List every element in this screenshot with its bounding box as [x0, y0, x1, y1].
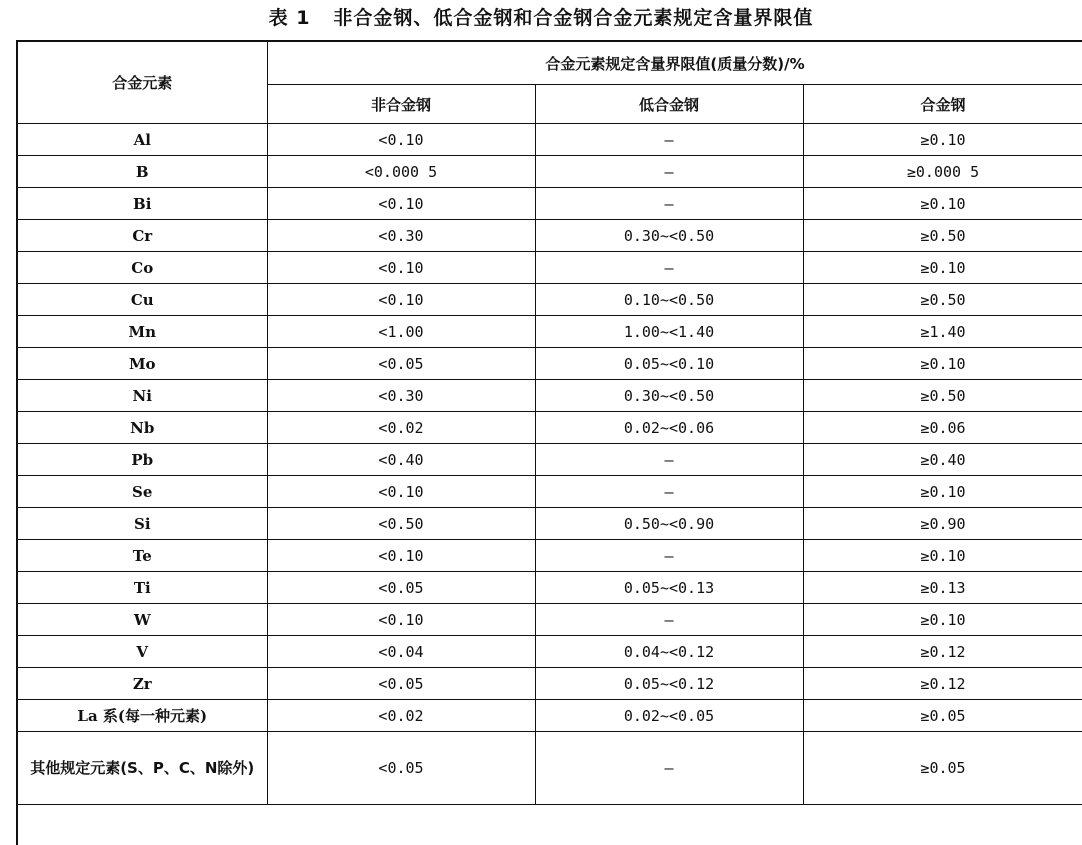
- table-row: [17, 668, 1082, 700]
- non-alloy-cell: <1.00: [267, 316, 535, 348]
- non-alloy-cell: <0.10: [267, 124, 535, 156]
- table-row: [17, 124, 1082, 156]
- non-alloy-cell: <0.05: [267, 668, 535, 700]
- footnote-cell: [17, 805, 1082, 845]
- alloy-cell: ≥0.10: [803, 604, 1082, 636]
- low-alloy-cell: 0.10~<0.50: [535, 284, 803, 316]
- non-alloy-cell: <0.10: [267, 540, 535, 572]
- low-alloy-cell: —: [535, 444, 803, 476]
- alloy-cell: ≥0.13: [803, 572, 1082, 604]
- element-cell: Cr: [17, 220, 267, 252]
- low-alloy-cell: —: [535, 124, 803, 156]
- table-row: [17, 700, 1082, 732]
- table-row: [17, 348, 1082, 380]
- alloy-cell: ≥0.50: [803, 284, 1082, 316]
- element-cell: Ti: [17, 572, 267, 604]
- low-alloy-cell: 0.05~<0.12: [535, 668, 803, 700]
- non-alloy-cell: <0.10: [267, 188, 535, 220]
- non-alloy-cell: <0.10: [267, 476, 535, 508]
- non-alloy-cell: <0.30: [267, 380, 535, 412]
- low-alloy-cell: 1.00~<1.40: [535, 316, 803, 348]
- low-alloy-cell: 0.05~<0.13: [535, 572, 803, 604]
- non-alloy-cell: <0.05: [267, 732, 535, 805]
- alloy-cell: ≥0.05: [803, 732, 1082, 805]
- low-alloy-cell: —: [535, 156, 803, 188]
- alloy-cell: ≥0.50: [803, 380, 1082, 412]
- table-row: [17, 156, 1082, 188]
- table-row: [17, 412, 1082, 444]
- non-alloy-cell: <0.05: [267, 348, 535, 380]
- alloy-cell: ≥0.10: [803, 252, 1082, 284]
- low-alloy-cell: —: [535, 540, 803, 572]
- non-alloy-cell: <0.02: [267, 700, 535, 732]
- non-alloy-cell: <0.40: [267, 444, 535, 476]
- alloy-cell: ≥0.50: [803, 220, 1082, 252]
- element-cell: B: [17, 156, 267, 188]
- element-cell: Se: [17, 476, 267, 508]
- alloy-limits-table: [16, 40, 1082, 845]
- low-alloy-cell: —: [535, 188, 803, 220]
- element-cell: Zr: [17, 668, 267, 700]
- table-footnote-row: [17, 805, 1082, 845]
- table-title: 表 1 非合金钢、低合金钢和合金钢合金元素规定含量界限值: [0, 4, 1082, 32]
- table-row: [17, 252, 1082, 284]
- header-low-alloy-steel: 低合金钢: [535, 85, 803, 124]
- table-row: [17, 220, 1082, 252]
- low-alloy-cell: 0.30~<0.50: [535, 220, 803, 252]
- non-alloy-cell: <0.30: [267, 220, 535, 252]
- header-alloy-steel: 合金钢: [803, 85, 1082, 124]
- alloy-cell: ≥0.06: [803, 412, 1082, 444]
- table-row: [17, 636, 1082, 668]
- alloy-cell: ≥0.05: [803, 700, 1082, 732]
- table-row: [17, 476, 1082, 508]
- element-cell: Pb: [17, 444, 267, 476]
- table-row: [17, 508, 1082, 540]
- element-cell: Mo: [17, 348, 267, 380]
- low-alloy-cell: —: [535, 476, 803, 508]
- alloy-cell: ≥0.40: [803, 444, 1082, 476]
- header-limit-values: 合金元素规定含量界限值(质量分数)/%: [267, 41, 1082, 85]
- low-alloy-cell: —: [535, 252, 803, 284]
- low-alloy-cell: 0.04~<0.12: [535, 636, 803, 668]
- low-alloy-cell: 0.02~<0.05: [535, 700, 803, 732]
- table-row: [17, 284, 1082, 316]
- non-alloy-cell: <0.10: [267, 284, 535, 316]
- low-alloy-cell: 0.02~<0.06: [535, 412, 803, 444]
- header-non-alloy-steel: 非合金钢: [267, 85, 535, 124]
- element-cell: Si: [17, 508, 267, 540]
- element-cell: Nb: [17, 412, 267, 444]
- element-cell: La 系(每一种元素): [17, 700, 267, 732]
- element-cell: Al: [17, 124, 267, 156]
- low-alloy-cell: —: [535, 732, 803, 805]
- non-alloy-cell: <0.04: [267, 636, 535, 668]
- element-cell: Co: [17, 252, 267, 284]
- non-alloy-cell: <0.10: [267, 252, 535, 284]
- alloy-cell: ≥0.12: [803, 636, 1082, 668]
- header-alloy-element: 合金元素: [17, 41, 267, 124]
- table-row: [17, 540, 1082, 572]
- table-row: [17, 604, 1082, 636]
- element-cell: Te: [17, 540, 267, 572]
- non-alloy-cell: <0.000 5: [267, 156, 535, 188]
- alloy-cell: ≥1.40: [803, 316, 1082, 348]
- element-cell: Mn: [17, 316, 267, 348]
- table-row: [17, 572, 1082, 604]
- low-alloy-cell: 0.05~<0.10: [535, 348, 803, 380]
- table-row: [17, 380, 1082, 412]
- alloy-cell: ≥0.000 5: [803, 156, 1082, 188]
- alloy-cell: ≥0.10: [803, 476, 1082, 508]
- element-cell: V: [17, 636, 267, 668]
- alloy-cell: ≥0.90: [803, 508, 1082, 540]
- non-alloy-cell: <0.05: [267, 572, 535, 604]
- low-alloy-cell: 0.50~<0.90: [535, 508, 803, 540]
- low-alloy-cell: —: [535, 604, 803, 636]
- non-alloy-cell: <0.50: [267, 508, 535, 540]
- table-row: [17, 316, 1082, 348]
- alloy-cell: ≥0.12: [803, 668, 1082, 700]
- element-cell: Cu: [17, 284, 267, 316]
- alloy-cell: ≥0.10: [803, 348, 1082, 380]
- element-cell: Ni: [17, 380, 267, 412]
- element-cell: Bi: [17, 188, 267, 220]
- low-alloy-cell: 0.30~<0.50: [535, 380, 803, 412]
- table-row: [17, 444, 1082, 476]
- non-alloy-cell: <0.10: [267, 604, 535, 636]
- element-cell: 其他规定元素(S、P、C、N除外): [17, 732, 267, 805]
- alloy-cell: ≥0.10: [803, 124, 1082, 156]
- non-alloy-cell: <0.02: [267, 412, 535, 444]
- table-row: [17, 732, 1082, 805]
- table-row: [17, 188, 1082, 220]
- alloy-cell: ≥0.10: [803, 188, 1082, 220]
- alloy-cell: ≥0.10: [803, 540, 1082, 572]
- element-cell: W: [17, 604, 267, 636]
